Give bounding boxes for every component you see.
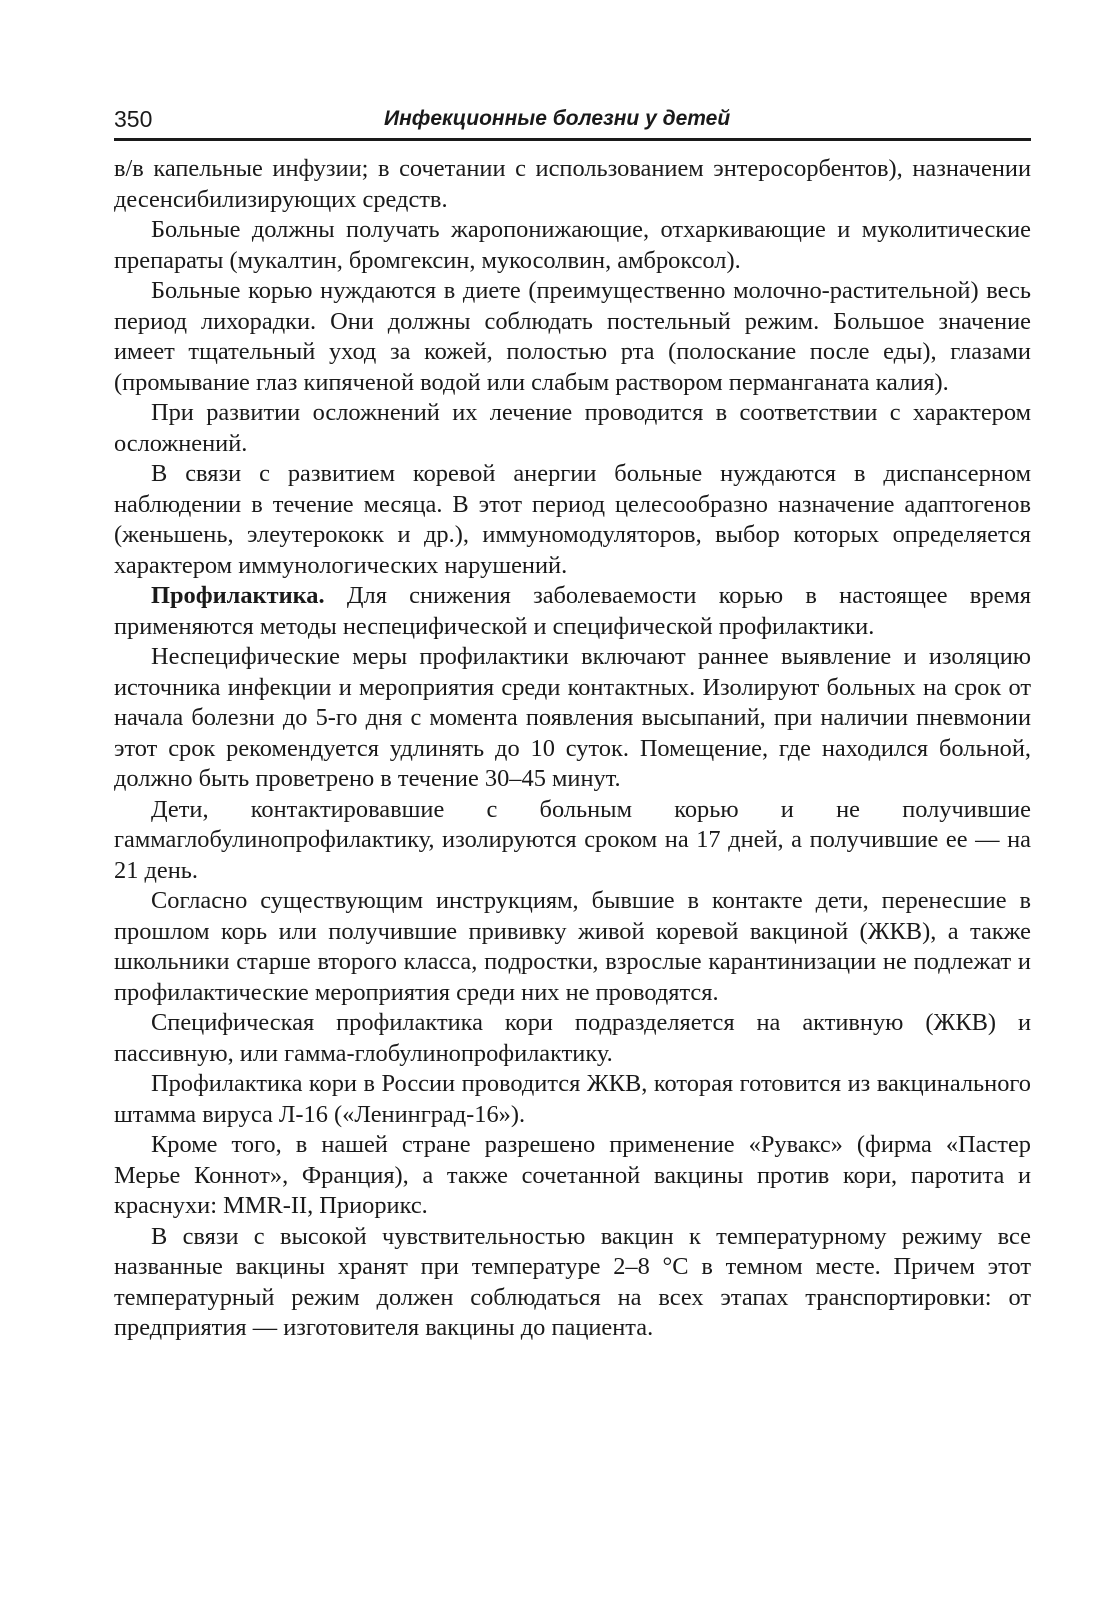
running-title: Инфекционные болезни у детей [384,107,731,130]
paragraph-instructions: Согласно существующим инструкциям, бывшие в контакте дети, перенесшие в прошлом корь или получившие прививку живой коревой вакциной (ЖКВ), а также школьники старше второго класса, подростки, взрослые карантинизации не подлежат и профилактические мероприятия среди них не проводятся. [114,887,1031,1006]
paragraph-diet-care: Больные корью нуждаются в диете (преимущественно молочно-растительной) весь период лихорадки. Они должны соблюдать постельный режим. Большое значение имеет тщательный уход за кожей, полостью рта (полоскание после еды), глазами (промывание глаз кипяченой водой или слабым раствором перманганата калия). [114,277,1031,396]
paragraph-infusion-continued: в/в капельные инфузии; в сочетании с использованием энтеросорбентов), назначении десенсибилизирующих средств. [114,155,1031,213]
running-header [114,104,1031,141]
paragraph-contact-children: Дети, контактировавшие с больным корью и не получившие гаммаглобулинопрофилактику, изолируются сроком на 17 дней, а получившие ее — на 21 день. [114,795,1031,884]
paragraph-dispensary: В связи с развитием коревой анергии больные нуждаются в диспансерном наблюдении в течение месяца. В этот период целесообразно назначение адаптогенов (женьшень, элеутерококк и др.), иммуномодуляторов, выбор которых определяется характером иммунологических нарушений. [114,460,1031,579]
paragraph-other-vaccines: Кроме того, в нашей стране разрешено применение «Рувакс» (фирма «Пастер Мерье Коннот», Франция), а также сочетанной вакцины против кори, паротита и краснухи: MMR-II, Приорикс. [114,1131,1031,1219]
paragraph-specific: Специфическая профилактика кори подразделяется на активную (ЖКВ) и пассивную, или гамма-глобулинопрофилактику. [114,1009,1031,1067]
page-number: 350 [114,106,153,132]
paragraph-russia-vaccine: Профилактика кори в России проводится ЖКВ, которая готовится из вакцинального штамма вируса Л-16 («Ленинград-16»). [114,1070,1031,1128]
paragraph-antipyretics: Больные должны получать жаропонижающие, отхаркивающие и муколитические препараты (мукалтин, бромгексин, мукосолвин, амброксол). [114,216,1031,274]
prophylaxis-heading: Профилактика. [151,582,325,609]
paragraph-prophylaxis [114,581,1031,642]
paragraph-complications: При развитии осложнений их лечение проводится в соответствии с характером осложнений. [114,399,1031,457]
body-text [114,154,1031,1344]
book-page [114,104,1031,1344]
prophylaxis-text: Для снижения заболеваемости корью в настоящее время применяются методы неспецифической и специфической профилактики. [114,582,1031,640]
paragraph-nonspecific: Неспецифические меры профилактики включают раннее выявление и изоляцию источника инфекции и мероприятия среди контактных. Изолируют больных на срок от начала болезни до 5-го дня с момента появления высыпаний, при наличии пневмонии этот срок рекомендуется удлинять до 10 суток. Помещение, где находился больной, должно быть проветрено в течение 30–45 минут. [114,643,1031,792]
paragraph-storage: В связи с высокой чувствительностью вакцин к температурному режиму все названные вакцины хранят при температуре 2–8 °С в темном месте. Причем этот температурный режим должен соблюдаться на всех этапах транспортировки: от предприятия — изготовителя вакцины до пациента. [114,1222,1031,1341]
